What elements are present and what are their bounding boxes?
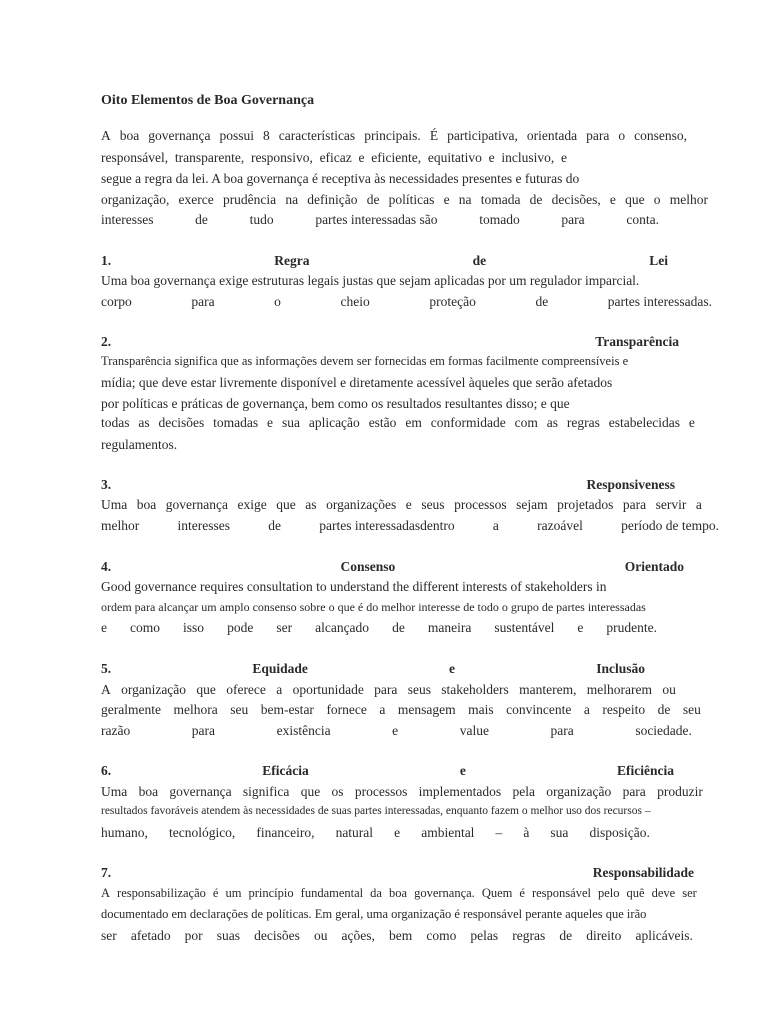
word: em [405, 415, 422, 430]
word: é [519, 886, 525, 900]
word: Responsabilidade [592, 865, 694, 880]
word: financeiro, [256, 825, 315, 840]
line-text: mídia; que deve estar livremente disponível e diretamente acessível àqueles que serão afetados [101, 375, 613, 390]
word: 6. [101, 763, 112, 778]
word: A [101, 128, 111, 143]
word: participativa, [447, 128, 518, 143]
word: governança [148, 128, 211, 143]
word: suas [216, 928, 241, 943]
word: geralmente [101, 702, 161, 717]
section-heading [101, 253, 668, 269]
word: as [138, 415, 150, 430]
word: na [285, 192, 299, 207]
word: interesses [177, 518, 230, 533]
word: orientada [526, 128, 578, 143]
word: Quem [481, 886, 513, 900]
word: a [695, 497, 702, 512]
word: aplicação [308, 415, 360, 430]
word: que [276, 497, 296, 512]
paragraph-line [101, 620, 657, 636]
word: que [196, 682, 216, 697]
word: 2. [101, 334, 112, 349]
word: para [191, 723, 216, 738]
word: processos [454, 497, 507, 512]
word: boa [138, 784, 159, 799]
word: conformidade [430, 415, 506, 430]
word: afetado [130, 928, 171, 943]
paragraph-line [101, 805, 698, 817]
word: para [622, 784, 646, 799]
word: e [688, 415, 695, 430]
word: Equidade [252, 661, 308, 676]
line-text: resultados favoráveis atendem às necessidades de suas partes interessadas, enquanto fazem o melhor uso dos recursos – [101, 805, 651, 817]
word: e [392, 723, 399, 738]
word: melhora [173, 702, 218, 717]
line-text: segue a regra da lei. A boa governança é receptiva às necessidades presentes e futuras do [101, 171, 580, 186]
word: melhor [101, 518, 140, 533]
word: todas [101, 415, 130, 430]
word: ser [276, 620, 293, 635]
word: A [101, 886, 111, 900]
word: pode [227, 620, 254, 635]
word: Eficiência [617, 763, 674, 778]
word: sua [281, 415, 300, 430]
word: pela [512, 784, 535, 799]
word: as [305, 497, 317, 512]
word: e [459, 763, 466, 778]
word: governança [169, 784, 232, 799]
word: fundamental [300, 886, 364, 900]
word: de [392, 620, 405, 635]
word: os [331, 784, 344, 799]
word: boa [119, 128, 140, 143]
word: por [184, 928, 203, 943]
section-heading [101, 334, 679, 350]
word: Transparência [595, 334, 679, 349]
paragraph-line [101, 928, 693, 944]
word: razoável [537, 518, 583, 533]
paragraph-line [101, 600, 698, 615]
word: e [577, 620, 584, 635]
word: regras [512, 928, 546, 943]
word: Orientado [624, 559, 684, 574]
word: servir [655, 497, 687, 512]
word: e [101, 620, 107, 635]
word: organização [121, 682, 187, 697]
word: consenso, [634, 128, 687, 143]
word: ser [101, 928, 117, 943]
word: bem [388, 928, 413, 943]
word: melhorarem [586, 682, 653, 697]
word: prudência [222, 192, 277, 207]
word: a [276, 682, 283, 697]
word: pelo [598, 886, 620, 900]
word: É [429, 128, 439, 143]
word: partes interessadas. [607, 294, 712, 309]
word: regras [566, 415, 600, 430]
word: Consenso [340, 559, 396, 574]
word: para [586, 128, 610, 143]
word: ações, [341, 928, 375, 943]
word: Uma [101, 497, 128, 512]
paragraph-line [101, 415, 695, 431]
word: de [472, 253, 487, 268]
word: boa [136, 497, 157, 512]
word: e [405, 497, 412, 512]
word: definição [307, 192, 358, 207]
paragraph-line [101, 294, 712, 310]
word: para [550, 723, 574, 738]
word: ambiental [421, 825, 475, 840]
word: decisões, [551, 192, 601, 207]
word: deve [651, 886, 676, 900]
section-heading [101, 661, 645, 677]
word: de [195, 212, 208, 227]
paragraph-line [101, 354, 698, 369]
word: 3. [101, 477, 112, 492]
word: tudo [249, 212, 274, 227]
word: seu [230, 702, 249, 717]
word: organização, [101, 192, 170, 207]
word: direito [586, 928, 622, 943]
word: seus [421, 497, 445, 512]
word: seu [682, 702, 701, 717]
word: natural [335, 825, 374, 840]
word: isso [183, 620, 205, 635]
line-text: Transparência significa que as informações devem ser fornecidas em formas facilmente compreensíveis e [101, 354, 629, 368]
paragraph-line [101, 212, 659, 228]
word: sociedade. [635, 723, 692, 738]
paragraph-line [101, 886, 697, 901]
word: tomado [479, 212, 520, 227]
word: governança [165, 497, 228, 512]
word: características [278, 128, 356, 143]
word: é [212, 886, 219, 900]
word: exerce [178, 192, 214, 207]
word: políticas [388, 192, 435, 207]
section-heading [101, 865, 694, 881]
word: exige [237, 497, 267, 512]
word: fornece [326, 702, 367, 717]
word: 7. [101, 865, 112, 880]
line-text: ordem para alcançar um amplo consenso sobre o que é do melhor interesse de todo o grupo de partes interessadas [101, 600, 646, 614]
word: mais [468, 702, 494, 717]
paragraph-line [101, 784, 703, 800]
word: de [535, 294, 549, 309]
word: Eficácia [262, 763, 309, 778]
word: implementados [418, 784, 502, 799]
word: que [625, 192, 645, 207]
word: razão [101, 723, 131, 738]
paragraph-line [101, 907, 698, 922]
word: tecnológico, [168, 825, 236, 840]
word: convincente [506, 702, 572, 717]
word: 1. [101, 253, 112, 268]
word: e [609, 192, 616, 207]
paragraph-line [101, 396, 698, 412]
word: partes interessadasdentro [319, 518, 455, 533]
word: alcançado [315, 620, 370, 635]
word: oportunidade [292, 682, 364, 697]
word: 5. [101, 661, 112, 676]
paragraph-line [101, 702, 701, 718]
word: oferece [226, 682, 266, 697]
document-title: Oito Elementos de Boa Governança [101, 93, 315, 108]
word: Lei [649, 253, 668, 268]
word: 4. [101, 559, 112, 574]
word: ser [682, 886, 697, 900]
word: de [657, 702, 671, 717]
word: corpo [101, 294, 132, 309]
word: sustentável [494, 620, 555, 635]
word: da [370, 886, 382, 900]
line-text: por políticas e práticas de governança, bem como os resultados resultantes disso; e que [101, 396, 570, 411]
word: 8 [262, 128, 270, 143]
word: tomada [480, 192, 521, 207]
section-heading [101, 477, 675, 493]
word: processos [354, 784, 408, 799]
section-heading [101, 763, 674, 779]
word: responsável [531, 886, 591, 900]
word: aplicáveis. [635, 928, 693, 943]
word: value [459, 723, 489, 738]
word: possui [219, 128, 254, 143]
line-text: regulamentos. [101, 437, 178, 452]
word: de [559, 928, 573, 943]
paragraph-line [101, 437, 698, 453]
word: princípio [248, 886, 294, 900]
word: – [495, 825, 503, 840]
word: bem-estar [260, 702, 314, 717]
word: com [514, 415, 538, 430]
word: que [300, 784, 321, 799]
word: stakeholders [441, 682, 509, 697]
word: responsabilização [117, 886, 206, 900]
word: de [268, 518, 282, 533]
word: produzir [657, 784, 703, 799]
paragraph-line [101, 825, 650, 841]
word: na [458, 192, 472, 207]
word: Responsiveness [586, 477, 675, 492]
word: um [225, 886, 242, 900]
word: melhor [669, 192, 708, 207]
word: como [130, 620, 161, 635]
word: projetados [557, 497, 614, 512]
word: período de tempo. [621, 518, 719, 533]
word: seus [407, 682, 431, 697]
word: e [267, 415, 274, 430]
word: a [583, 702, 590, 717]
word: maneira [427, 620, 472, 635]
line-text: Uma boa governança exige estruturas legais justas que sejam aplicadas por um regulador imparcial. [101, 273, 640, 288]
word: existência [276, 723, 331, 738]
word: estão [368, 415, 397, 430]
word: as [546, 415, 558, 430]
word: sua [550, 825, 569, 840]
word: partes interessadas são [315, 212, 438, 227]
paragraph-line [101, 273, 698, 289]
paragraph-line [101, 150, 698, 166]
line-text: Good governance requires consultation to understand the different interests of stakeholders in [101, 579, 607, 594]
word: o [274, 294, 281, 309]
word: Inclusão [596, 661, 645, 676]
word: Uma [101, 784, 128, 799]
line-text: responsável, transparente, responsivo, eficaz e eficiente, equitativo e inclusivo, e [101, 150, 567, 165]
paragraph-line [101, 682, 676, 698]
word: como [426, 928, 457, 943]
word: de [366, 192, 380, 207]
word: organização [546, 784, 612, 799]
word: a [379, 702, 386, 717]
word: para [622, 497, 647, 512]
paragraph-line [101, 192, 708, 208]
word: pelas [470, 928, 499, 943]
paragraph-line [101, 171, 698, 187]
word: interesses [101, 212, 154, 227]
line-text: documentado em declarações de políticas. Em geral, uma organização é responsável perante aqueles que irão [101, 907, 647, 921]
word: ou [662, 682, 676, 697]
word: o [618, 128, 626, 143]
word: a [492, 518, 499, 533]
word: A [101, 682, 111, 697]
word: governança. [414, 886, 475, 900]
word: estabelecidas [608, 415, 680, 430]
word: conta. [626, 212, 659, 227]
word: tomadas [213, 415, 259, 430]
word: respeito [602, 702, 646, 717]
word: quê [626, 886, 645, 900]
word: e [394, 825, 401, 840]
word: mensagem [397, 702, 456, 717]
word: proteção [429, 294, 476, 309]
word: Regra [274, 253, 310, 268]
word: e [449, 661, 456, 676]
word: disposição. [589, 825, 650, 840]
word: de [529, 192, 543, 207]
word: decisões [254, 928, 300, 943]
word: significa [242, 784, 290, 799]
word: boa [388, 886, 408, 900]
word: e [443, 192, 450, 207]
paragraph-line [101, 723, 692, 739]
word: prudente. [606, 620, 657, 635]
paragraph-line [101, 579, 698, 595]
word: para [561, 212, 585, 227]
word: manterem, [519, 682, 577, 697]
word: decisões [158, 415, 205, 430]
word: o [653, 192, 661, 207]
paragraph-line [101, 518, 719, 534]
word: humano, [101, 825, 148, 840]
word: organizações [326, 497, 397, 512]
word: principais. [364, 128, 421, 143]
word: à [523, 825, 530, 840]
paragraph-line [101, 375, 698, 391]
paragraph-line [101, 128, 687, 144]
word: para [374, 682, 398, 697]
paragraph-line [101, 497, 702, 513]
word: para [191, 294, 215, 309]
section-heading [101, 559, 684, 575]
word: cheio [340, 294, 370, 309]
word: sejam [516, 497, 548, 512]
word: ou [313, 928, 328, 943]
